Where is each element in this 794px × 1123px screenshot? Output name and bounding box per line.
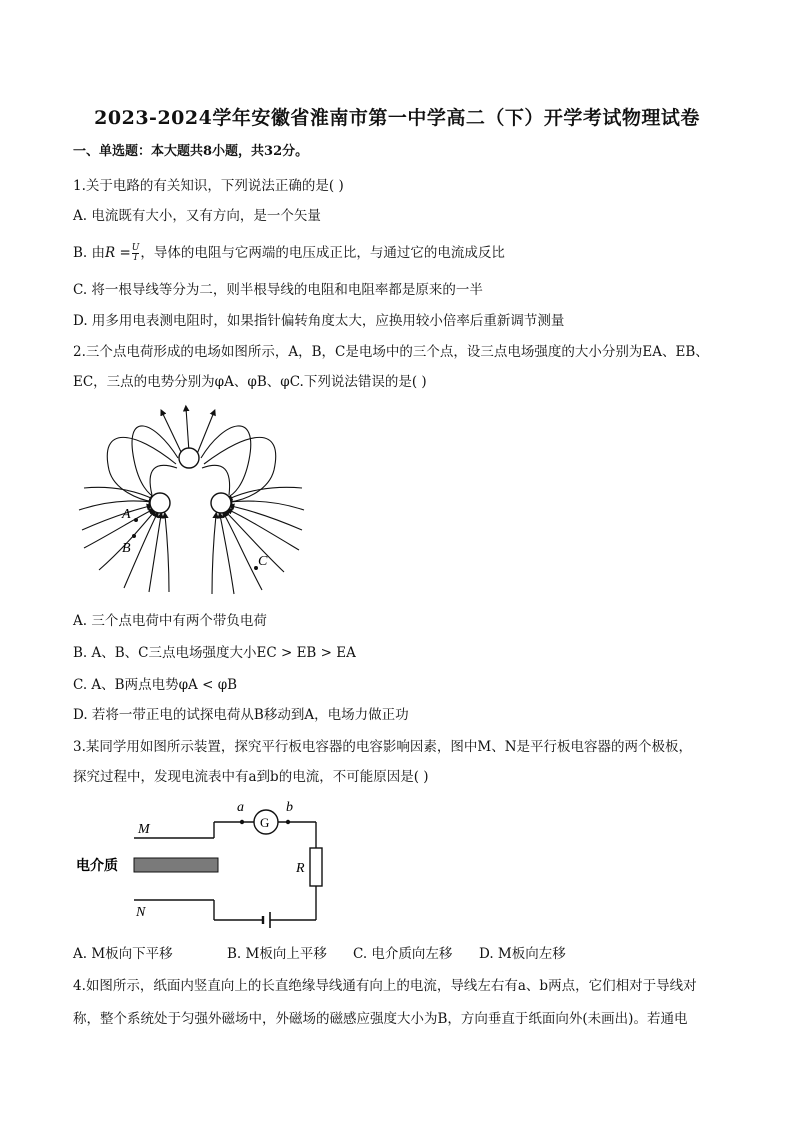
q3-option-c: C. 电介质向左移 xyxy=(353,946,453,962)
q1-frac-denominator: I xyxy=(132,253,140,263)
page-title: 2023-2024学年安徽省淮南市第一中学高二（下）开学考试物理试卷 xyxy=(94,107,700,129)
q2-option-a: A. 三个点电荷中有两个带负电荷 xyxy=(73,613,267,629)
q2-stem-line2: EC，三点的电势分别为φA、φB、φC.下列说法错误的是( ) xyxy=(73,374,427,390)
q2-stem-line1: 2.三个点电荷形成的电场如图所示，A，B，C是电场中的三个点，设三点电场强度的大小分别为EA、EB、 xyxy=(73,344,709,360)
q4-stem-line2: 称，整个系统处于匀强外磁场中，外磁场的磁感应强度大小为B，方向垂直于纸面向外(未画出)。若通电 xyxy=(73,1011,688,1027)
label-b: b xyxy=(286,800,293,815)
left-charge xyxy=(150,493,170,513)
label-r: R xyxy=(296,861,305,876)
q1-option-b xyxy=(73,243,505,263)
q1-option-a: A. 电流既有大小，又有方向，是一个矢量 xyxy=(73,208,321,224)
q3-options xyxy=(73,944,566,964)
q3-option-b: B. M板向上平移 xyxy=(227,946,327,962)
q4-stem-line1: 4.如图所示，纸面内竖直向上的长直绝缘导线通有向上的电流，导线左右有a、b两点，它们相对于导线对 xyxy=(73,978,697,994)
q1-frac-numerator: U xyxy=(131,243,140,253)
q1-formula-lhs: R = xyxy=(105,245,131,261)
dielectric-slab xyxy=(134,858,218,872)
q3-stem-line2: 探究过程中，发现电流表中有a到b的电流，不可能原因是( ) xyxy=(73,769,429,785)
label-c: C xyxy=(258,554,268,569)
label-a: A xyxy=(122,507,131,522)
label-n: N xyxy=(136,905,146,920)
top-charge xyxy=(179,448,199,468)
q3-option-a: A. M板向下平移 xyxy=(73,946,173,962)
label-g: G xyxy=(260,815,270,830)
right-charge xyxy=(211,493,231,513)
label-a: a xyxy=(237,800,244,815)
capacitor-circuit-figure xyxy=(74,798,334,930)
q3-stem-line1: 3.某同学用如图所示装置，探究平行板电容器的电容影响因素，图中M、N是平行板电容器的两个极板， xyxy=(73,739,693,755)
point-b-dot xyxy=(132,534,136,538)
point-a-dot xyxy=(134,518,138,522)
resistor xyxy=(310,848,322,886)
label-b: B xyxy=(122,541,131,556)
q2-option-b: B. A、B、C三点电场强度大小EC > EB > EA xyxy=(73,645,356,661)
q1-option-d: D. 用多用电表测电阻时，如果指针偏转角度太大，应换用较小倍率后重新调节测量 xyxy=(73,313,565,329)
q3-option-d: D. M板向左移 xyxy=(479,946,566,962)
q1-option-b-text: ，导体的电阻与它两端的电压成正比，与通过它的电流成反比 xyxy=(140,245,505,261)
label-dielectric: 电介质 xyxy=(76,858,118,874)
section-heading: 一、单选题：本大题共8小题，共32分。 xyxy=(73,144,309,159)
q1-formula-fraction xyxy=(132,244,140,263)
electric-field-figure xyxy=(74,400,314,596)
q2-option-c: C. A、B两点电势φA < φB xyxy=(73,677,238,693)
q1-option-c: C. 将一根导线等分为二，则半根导线的电阻和电阻率都是原来的一半 xyxy=(73,282,483,298)
q1-option-b-prefix: B. 由 xyxy=(73,245,106,261)
q1-stem: 1.关于电路的有关知识，下列说法正确的是( ) xyxy=(73,178,344,194)
q2-option-d: D. 若将一带正电的试探电荷从B移动到A，电场力做正功 xyxy=(73,707,409,723)
label-m: M xyxy=(138,822,150,837)
